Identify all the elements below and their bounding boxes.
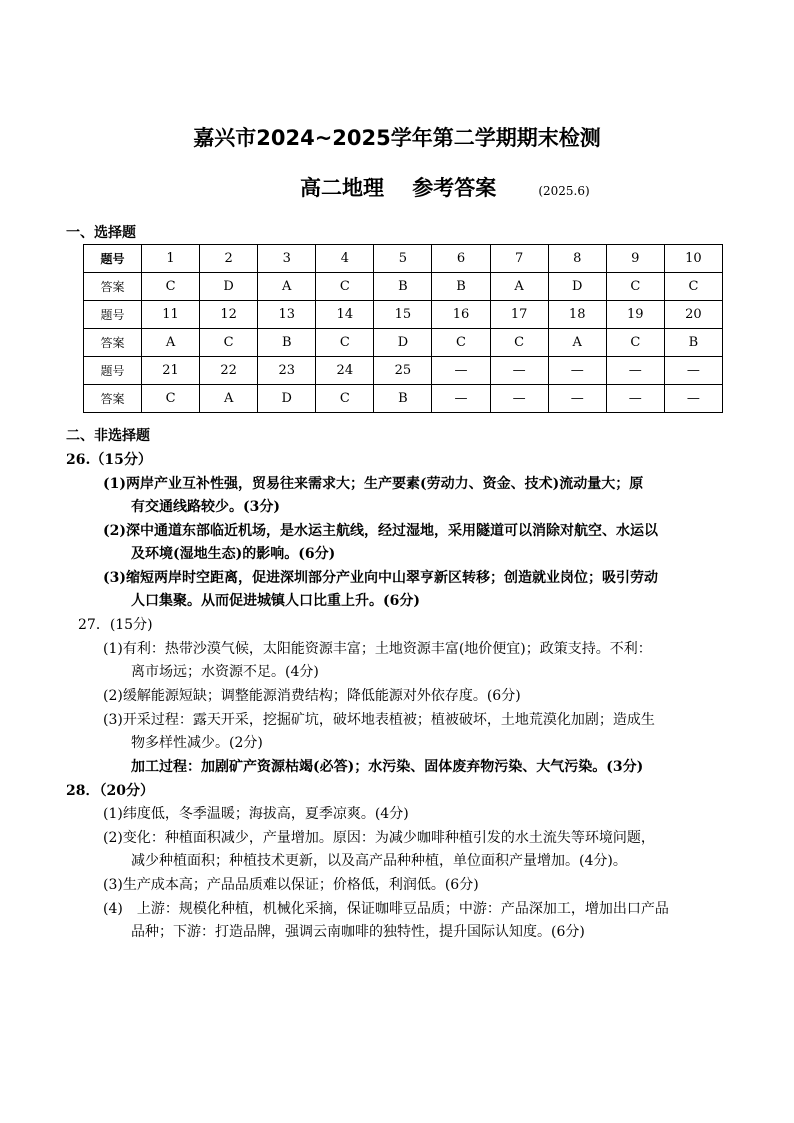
- row-label-answer: 答案: [84, 329, 142, 357]
- table-cell: 7: [490, 245, 548, 273]
- table-row: [84, 245, 723, 273]
- table-cell: 19: [606, 301, 664, 329]
- row-label-question: 题号: [84, 301, 142, 329]
- table-cell: D: [258, 385, 316, 413]
- table-cell: A: [142, 329, 200, 357]
- table-row: [84, 385, 723, 413]
- table-cell: C: [316, 329, 374, 357]
- table-cell: —: [606, 357, 664, 385]
- q26-line: (1)两岸产业互补性强，贸易往来需求大；生产要素(劳动力、资金、技术)流动量大；原: [103, 476, 644, 492]
- table-cell: —: [548, 385, 606, 413]
- q27-line: 加工过程：加剧矿产资源枯竭(必答)；水污染、固体废弃物污染、大气污染。(3分): [131, 759, 644, 775]
- q27-line: (2)缓解能源短缺；调整能源消费结构；降低能源对外依存度。(6分): [103, 688, 521, 704]
- table-cell: 2: [200, 245, 258, 273]
- table-cell: B: [374, 273, 432, 301]
- q28-line: (3)生产成本高；产品品质难以保证；价格低，利润低。(6分): [103, 877, 479, 893]
- table-cell: 13: [258, 301, 316, 329]
- table-cell: 12: [200, 301, 258, 329]
- table-cell: C: [490, 329, 548, 357]
- q28-header: 28．（20分）: [66, 783, 154, 799]
- table-cell: 20: [664, 301, 722, 329]
- table-cell: C: [432, 329, 490, 357]
- q27-line: (1)有利：热带沙漠气候，太阳能资源丰富；土地资源丰富(地价便宜)；政策支持。不利：: [103, 641, 652, 657]
- table-row: [84, 357, 723, 385]
- q26-line: 人口集聚。从而促进城镇人口比重上升。(6分): [131, 593, 420, 609]
- table-cell: C: [606, 273, 664, 301]
- answer-table: [83, 244, 723, 413]
- table-cell: B: [374, 385, 432, 413]
- table-cell: —: [490, 385, 548, 413]
- table-cell: —: [548, 357, 606, 385]
- table-cell: C: [316, 273, 374, 301]
- row-label-question: 题号: [84, 357, 142, 385]
- q26-line: (3)缩短两岸时空距离，促进深圳部分产业向中山翠亨新区转移；创造就业岗位；吸引劳动: [103, 570, 658, 586]
- q28-line: (2)变化：种植面积减少，产量增加。原因：为减少咖啡种植引发的水土流失等环境问题，: [103, 830, 655, 846]
- q26-line: 有交通线路较少。(3分): [131, 499, 280, 515]
- table-cell: D: [200, 273, 258, 301]
- q27-line: 离市场远；水资源不足。(4分): [131, 664, 319, 680]
- table-cell: A: [548, 329, 606, 357]
- table-cell: 6: [432, 245, 490, 273]
- table-cell: 24: [316, 357, 374, 385]
- table-cell: C: [142, 385, 200, 413]
- table-cell: —: [432, 385, 490, 413]
- table-cell: 4: [316, 245, 374, 273]
- table-row: [84, 301, 723, 329]
- table-cell: A: [258, 273, 316, 301]
- row-label-question: 题号: [84, 245, 142, 273]
- q26-header: 26.（15分）: [66, 452, 152, 468]
- q27-header: 27．(15分): [78, 617, 153, 633]
- table-cell: 11: [142, 301, 200, 329]
- table-cell: 25: [374, 357, 432, 385]
- document-title: 嘉兴市2024~2025学年第二学期期末检测: [193, 126, 601, 150]
- document-date: (2025.6): [538, 184, 590, 198]
- table-cell: —: [606, 385, 664, 413]
- q26-line: 及环境(湿地生态)的影响。(6分): [131, 546, 336, 562]
- table-cell: D: [548, 273, 606, 301]
- table-cell: 1: [142, 245, 200, 273]
- table-cell: 17: [490, 301, 548, 329]
- table-cell: C: [606, 329, 664, 357]
- document-subtitle: 高二地理 参考答案: [300, 176, 497, 200]
- row-label-answer: 答案: [84, 273, 142, 301]
- q28-line: (1)纬度低，冬季温暖；海拔高，夏季凉爽。(4分): [103, 806, 409, 822]
- table-cell: C: [142, 273, 200, 301]
- table-cell: 8: [548, 245, 606, 273]
- table-cell: C: [664, 273, 722, 301]
- q27-line: (3)开采过程：露天开采，挖掘矿坑，破坏地表植被；植被破坏，土地荒漠化加剧；造成生: [103, 712, 655, 728]
- table-cell: B: [258, 329, 316, 357]
- table-cell: 18: [548, 301, 606, 329]
- table-row: [84, 329, 723, 357]
- table-cell: B: [432, 273, 490, 301]
- table-cell: —: [664, 357, 722, 385]
- table-cell: 21: [142, 357, 200, 385]
- table-cell: 5: [374, 245, 432, 273]
- table-cell: 23: [258, 357, 316, 385]
- table-cell: 10: [664, 245, 722, 273]
- q27-line: 物多样性减少。(2分): [131, 735, 263, 751]
- q26-line: (2)深中通道东部临近机场，是水运主航线，经过湿地，采用隧道可以消除对航空、水运以: [103, 523, 658, 539]
- subtitle-row: [300, 172, 590, 202]
- q28-line: 品种；下游：打造品牌，强调云南咖啡的独特性，提升国际认知度。(6分): [131, 924, 585, 940]
- table-cell: —: [664, 385, 722, 413]
- q28-line: (4) 上游：规模化种植，机械化采摘，保证咖啡豆品质；中游：产品深加工，增加出口产品: [103, 901, 669, 917]
- table-cell: A: [200, 385, 258, 413]
- table-cell: B: [664, 329, 722, 357]
- section-open-title: 二、非选择题: [66, 428, 150, 444]
- table-cell: A: [490, 273, 548, 301]
- table-cell: —: [490, 357, 548, 385]
- row-label-answer: 答案: [84, 385, 142, 413]
- table-row: [84, 273, 723, 301]
- q28-line: 减少种植面积；种植技术更新，以及高产品种种植，单位面积产量增加。(4分)。: [131, 853, 627, 869]
- table-cell: C: [316, 385, 374, 413]
- table-cell: 15: [374, 301, 432, 329]
- table-cell: 9: [606, 245, 664, 273]
- table-cell: 3: [258, 245, 316, 273]
- table-cell: D: [374, 329, 432, 357]
- table-cell: C: [200, 329, 258, 357]
- table-cell: —: [432, 357, 490, 385]
- table-cell: 16: [432, 301, 490, 329]
- section-choice-title: 一、选择题: [66, 225, 136, 241]
- table-cell: 14: [316, 301, 374, 329]
- table-cell: 22: [200, 357, 258, 385]
